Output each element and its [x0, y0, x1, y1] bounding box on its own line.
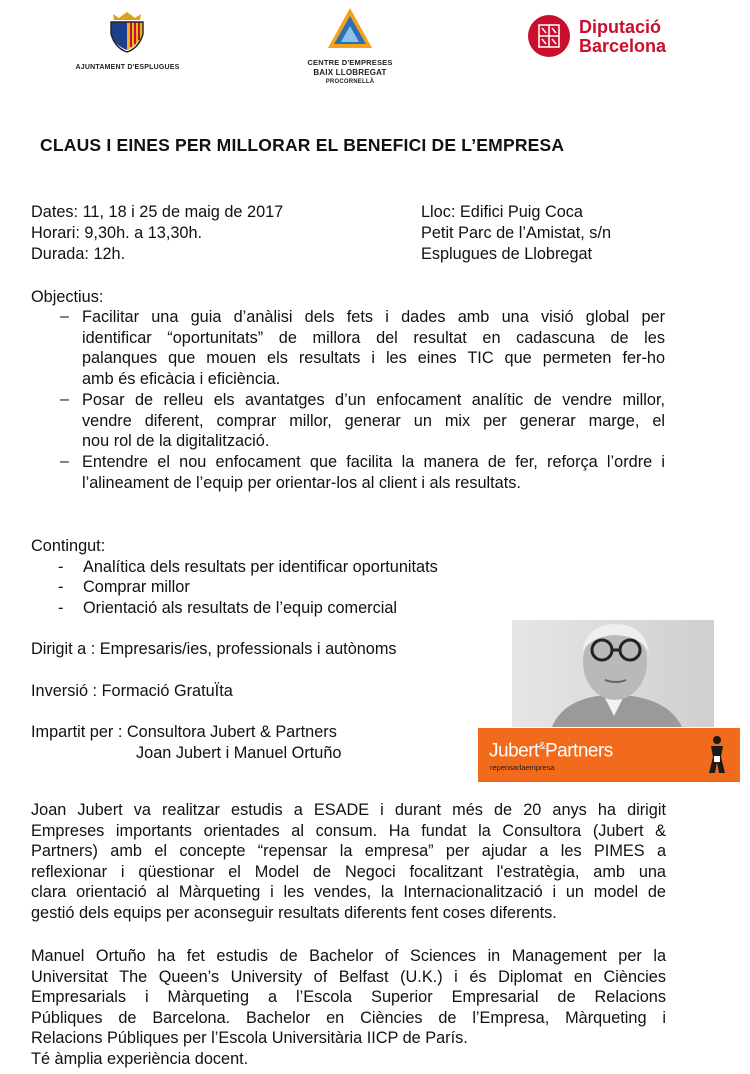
jubert-brand	[489, 736, 613, 762]
jubert-brand-amp: &	[538, 741, 545, 752]
esplugues-label: AJUNTAMENT D'ESPLUGUES	[75, 64, 180, 71]
contingut-item	[58, 598, 397, 618]
dash-bullet: –	[60, 308, 69, 325]
lloc-city-line: Esplugues de Llobregat	[421, 245, 593, 263]
bio-manuel-ortuno	[31, 946, 666, 1069]
logo-diputacio-barcelona	[527, 14, 677, 60]
contingut-item-label: Orientació als resultats de l’equip comercial	[83, 599, 398, 617]
objectius-heading: Objectius:	[31, 288, 104, 306]
bio-line: Universitat The Queen’s University of Belfast (U.K.) i és Diplomat en Ciències	[31, 967, 666, 986]
impartit-names-line: Joan Jubert i Manuel Ortuño	[136, 744, 342, 762]
bio-line: reflexionar i qüestionar el Model de Negoci focalitzant l'estratègia, amb una	[31, 862, 666, 881]
dash-bullet: -	[58, 578, 64, 596]
jubert-tagline: repensarlaempresa	[490, 763, 555, 772]
contingut-item-label: Comprar millor	[83, 578, 190, 596]
dash-bullet: –	[60, 391, 69, 408]
objectius-item-line: Facilitar una guia d’anàlisi dels fets i dades amb una visió global per	[82, 308, 665, 326]
objectius-item-line: palanques que mouen els resultats i les eines TIC que permeten fer-ho	[82, 349, 665, 367]
logo-centre-empreses	[295, 2, 405, 92]
dash-bullet: -	[58, 558, 64, 576]
objectius-item-line: identificar “oportunitats” de millora del resultat en cadascuna de les	[82, 328, 665, 347]
bio-line: clara orientació al Màrqueting i les vendes, la Internacionalització i un model de	[31, 883, 666, 901]
centre-empreses-line2: BAIX LLOBREGAT	[313, 68, 387, 77]
jubert-partners-banner	[478, 728, 740, 782]
centre-empreses-line3: PROCORNELLÀ	[325, 79, 375, 85]
objectius-item-line: Entendre el nou enfocament que facilita la manera de fer, reforça l’ordre i	[82, 453, 665, 471]
bio-line: Empresarials i Màrqueting a l’Escola Superior Empresarial de Relacions	[31, 988, 666, 1006]
bio-line: Públiques de Barcelona. Bachelor en Ciències de l’Empresa, Màrqueting i	[31, 1008, 666, 1027]
impartit-line: Impartit per : Consultora Jubert & Partners	[31, 723, 337, 741]
bio-line: Té àmplia experiència docent.	[31, 1049, 249, 1068]
bio-line: Relacions Públiques per l’Escola Universitària IICP de París.	[31, 1029, 468, 1047]
objectius-item	[60, 307, 665, 389]
contingut-item	[58, 577, 190, 597]
dates-line: Dates: 11, 18 i 25 de maig de 2017	[31, 203, 284, 221]
bio-line: Joan Jubert va realitzar estudis a ESADE i durant més de 20 anys ha dirigit	[31, 801, 666, 819]
dash-bullet: –	[60, 453, 69, 470]
contingut-item	[58, 557, 438, 577]
horari-line: Horari: 9,30h. a 13,30h.	[31, 224, 203, 242]
dirigit-line: Dirigit a : Empresaris/ies, professionals i autònoms	[31, 640, 397, 658]
objectius-item-line: Posar de relleu els avantatges d’un enfocament analític de vendre millor,	[82, 391, 665, 409]
contingut-heading: Contingut:	[31, 537, 106, 555]
page-title: CLAUS I EINES PER MILLORAR EL BENEFICI DE L’EMPRESA	[40, 135, 565, 155]
contingut-item-label: Analítica dels resultats per identificar oportunitats	[83, 558, 438, 576]
thinking-figure-icon	[706, 735, 728, 775]
bio-line: Empreses importants orientades al consum. Ha fundat la Consultora (Jubert &	[31, 821, 666, 840]
objectius-item	[60, 452, 665, 493]
durada-line: Durada: 12h.	[31, 245, 126, 263]
lloc-address-line: Petit Parc de l’Amistat, s/n	[421, 224, 612, 242]
jubert-brand-name: Jubert	[489, 740, 539, 762]
inversio-line: Inversió : Formació GratuÏta	[31, 682, 233, 700]
diputacio-line2: Barcelona	[579, 36, 667, 56]
centre-empreses-line1: CENTRE D'EMPRESES	[307, 58, 393, 67]
objectius-item	[60, 390, 665, 452]
diputacio-line1: Diputació	[579, 17, 662, 37]
presenter-photo	[512, 620, 714, 727]
bio-line: Manuel Ortuño ha fet estudis de Bachelor of Sciences in Management per la	[31, 947, 666, 965]
logo-ajuntament-esplugues	[70, 10, 185, 72]
portrait-illustration	[512, 620, 714, 727]
bio-line: Partners) amb el concepte “repensar la empresa” per ajudar a les PIMES a	[31, 842, 666, 860]
diputacio-seal-icon	[527, 14, 571, 58]
objectius-item-line: nou rol de la digitalització.	[82, 432, 270, 450]
objectius-item-line: l’alineament de l’equip per orientar-los al client i als resultats.	[82, 473, 521, 492]
objectius-item-line: vendre diferent, comprar millor, generar un mix per generar marge, el	[82, 411, 665, 430]
jubert-brand-name2: Partners	[544, 740, 613, 762]
objectius-item-line: amb és eficàcia i eficiència.	[82, 369, 281, 388]
bio-line: gestió dels equips per aconseguir resultats diferents fent coses diferents.	[31, 903, 557, 922]
esplugues-shield-icon	[107, 10, 147, 56]
dash-bullet: -	[58, 599, 64, 617]
bio-joan-jubert	[31, 800, 666, 923]
lloc-line: Lloc: Edifici Puig Coca	[421, 203, 583, 221]
centre-empreses-triangle-icon	[326, 6, 374, 54]
